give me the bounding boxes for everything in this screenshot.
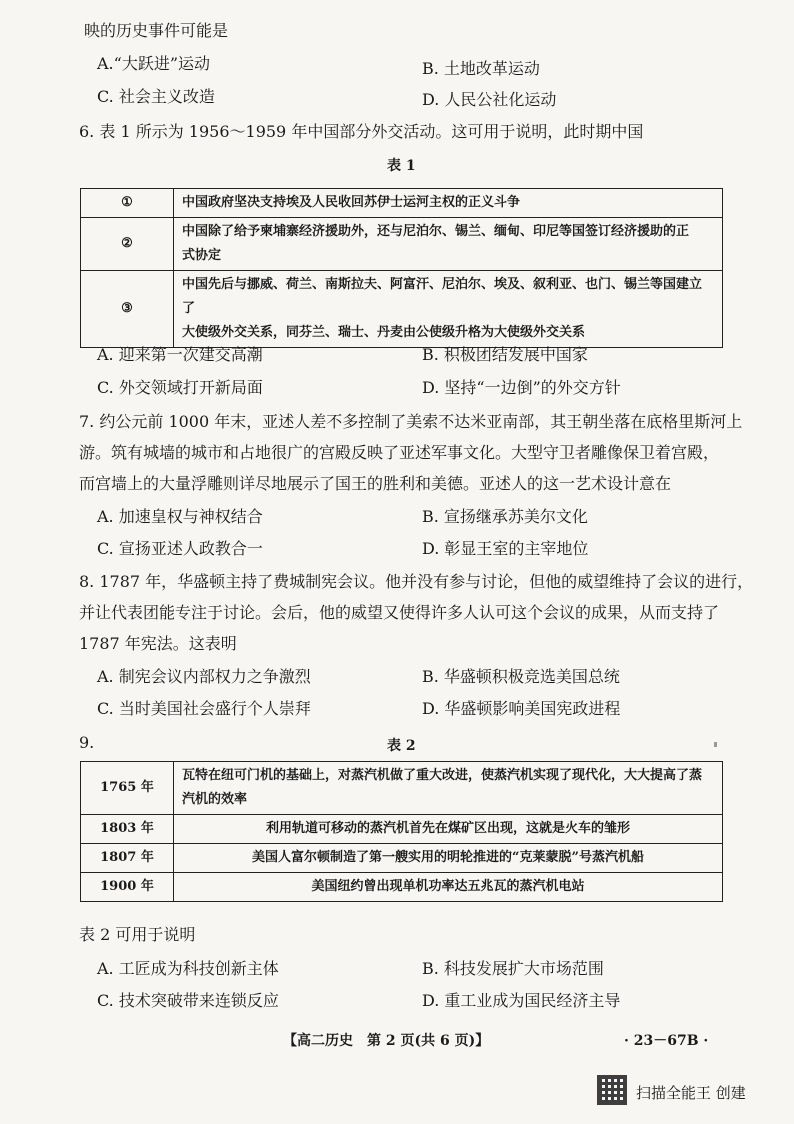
cell-line: 大使级外交关系，同芬兰、瑞士、丹麦由公使级升格为大使级外交关系 [182, 325, 586, 340]
table2-caption: 表 2 [387, 738, 416, 754]
table-row [81, 271, 723, 348]
q9-option-a: A. 工匠成为科技创新主体 [97, 959, 279, 978]
table-2 [80, 761, 723, 902]
cell-line: 利用轨道可移动的蒸汽机首先在煤矿区出现，这就是火车的雏形 [265, 821, 630, 836]
table1-caption: 表 1 [387, 158, 416, 174]
q7-line-1: 7. 约公元前 1000 年末，亚述人差不多控制了美索不达米亚南部，其王朝坐落在底格里斯河上 [79, 412, 743, 431]
q8-option-b: B. 华盛顿积极竞选美国总统 [422, 667, 620, 686]
cell-line: 汽机的效率 [182, 792, 248, 807]
q5-stem-tail: 映的历史事件可能是 [84, 21, 229, 40]
q7-option-a: A. 加速皇权与神权结合 [97, 507, 263, 526]
q5-option-b: B. 土地改革运动 [422, 59, 540, 78]
q8-line-3: 1787 年宪法。这表明 [79, 634, 237, 653]
scanner-watermark: 扫描全能王 创建 [636, 1084, 746, 1102]
table-row [81, 873, 723, 902]
table-row [81, 189, 723, 218]
exam-code: · 23－67B · [624, 1033, 709, 1049]
table-cell-key: ③ [81, 271, 174, 348]
cell-line: 美国人富尔顿制造了第一艘实用的明轮推进的“克莱蒙脱”号蒸汽机船 [252, 850, 644, 865]
table-row [81, 218, 723, 271]
q9-option-d: D. 重工业成为国民经济主导 [422, 991, 621, 1010]
cell-line: 中国政府坚决支持埃及人民收回苏伊士运河主权的正义斗争 [182, 195, 521, 210]
table-row [81, 815, 723, 844]
q5-option-a: A.“大跃进”运动 [97, 54, 211, 73]
table-cell-year: 1900 年 [81, 873, 174, 902]
table-cell-text [174, 815, 723, 844]
q7-option-b: B. 宣扬继承苏美尔文化 [422, 507, 588, 526]
cell-line: 中国除了给予柬埔寨经济援助外，还与尼泊尔、锡兰、缅甸、印尼等国签订经济援助的正 [182, 224, 690, 239]
q9-number: 9. [79, 733, 95, 752]
page-footer: 【高二历史 第 2 页(共 6 页)】 [283, 1033, 490, 1049]
q6-option-c: C. 外交领域打开新局面 [97, 378, 263, 397]
q9-after-table: 表 2 可用于说明 [79, 925, 196, 944]
cell-line: 美国纽约曾出现单机功率达五兆瓦的蒸汽机电站 [311, 879, 585, 894]
table-1 [80, 188, 723, 348]
q7-line-3: 而宫墙上的大量浮雕则详尽地展示了国王的胜利和美德。亚述人的这一艺术设计意在 [79, 474, 672, 493]
q6-option-a: A. 迎来第一次建交高潮 [97, 345, 263, 364]
table-cell-key: ① [81, 189, 174, 218]
table-row [81, 762, 723, 815]
table-cell-text [174, 762, 723, 815]
q8-line-1: 8. 1787 年，华盛顿主持了费城制宪会议。他并没有参与讨论，但他的威望维持了会议的进行， [79, 572, 754, 591]
table-cell-year: 1803 年 [81, 815, 174, 844]
cell-line: 瓦特在纽可门机的基础上，对蒸汽机做了重大改进，使蒸汽机实现了现代化，大大提高了蒸 [182, 768, 703, 783]
table-cell-key: ② [81, 218, 174, 271]
table-cell-text [174, 218, 723, 271]
q7-line-2: 游。筑有城墙的城市和占地很广的宫殿反映了亚述军事文化。大型守卫者雕像保卫着宫殿， [79, 443, 720, 462]
table-cell-text [174, 189, 723, 218]
table-cell-year: 1765 年 [81, 762, 174, 815]
q5-option-c: C. 社会主义改造 [97, 87, 215, 106]
cell-line: 式协定 [182, 248, 222, 263]
table-cell-text [174, 271, 723, 348]
table-cell-text [174, 844, 723, 873]
q9-option-b: B. 科技发展扩大市场范围 [422, 959, 604, 978]
q6-stem: 6. 表 1 所示为 1956～1959 年中国部分外交活动。这可用于说明，此时期中国 [79, 122, 644, 141]
q7-option-d: D. 彰显王室的主宰地位 [422, 539, 589, 558]
table-row [81, 844, 723, 873]
qr-code-icon [597, 1075, 627, 1105]
q7-option-c: C. 宣扬亚述人政教合一 [97, 539, 263, 558]
q8-option-d: D. 华盛顿影响美国宪政进程 [422, 699, 621, 718]
q9-option-c: C. 技术突破带来连锁反应 [97, 991, 279, 1010]
table-cell-year: 1807 年 [81, 844, 174, 873]
q5-option-d: D. 人民公社化运动 [422, 90, 557, 109]
scan-speck [714, 742, 717, 747]
table-cell-text [174, 873, 723, 902]
cell-line: 中国先后与挪威、荷兰、南斯拉夫、阿富汗、尼泊尔、埃及、叙利亚、也门、锡兰等国建立了 [182, 277, 703, 316]
q8-option-c: C. 当时美国社会盛行个人崇拜 [97, 699, 311, 718]
q8-line-2: 并让代表团能专注于讨论。会后，他的威望又使得许多人认可这个会议的成果，从而支持了 [79, 603, 720, 622]
q6-option-b: B. 积极团结发展中国家 [422, 345, 588, 364]
q6-option-d: D. 坚持“一边倒”的外交方针 [422, 378, 621, 397]
q8-option-a: A. 制宪会议内部权力之争激烈 [97, 667, 311, 686]
